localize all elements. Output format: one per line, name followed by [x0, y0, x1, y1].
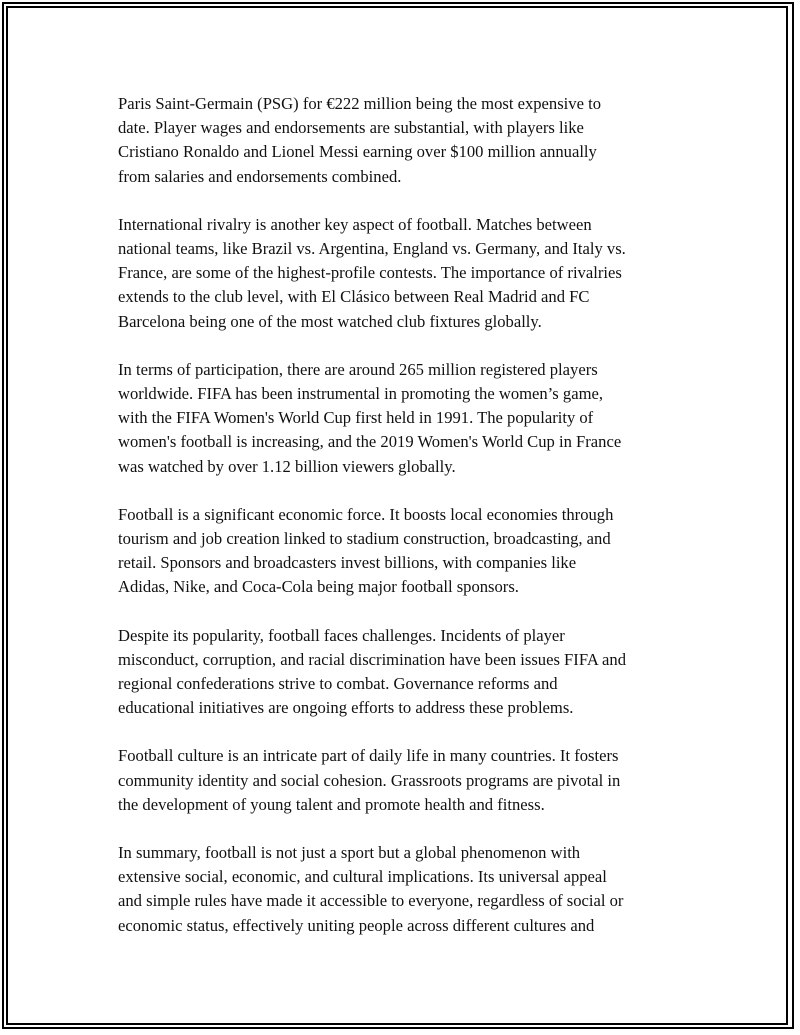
paragraph-football-culture: Football culture is an intricate part of daily life in many countries. It fosters community identity and social cohesion. Grassroots programs are pivotal in the development of young talent and promote health and fitness.	[118, 746, 621, 814]
paragraph-transfers-wages: Paris Saint-Germain (PSG) for €222 million being the most expensive to date. Player wages and endorsements are substantial, with players like Cristiano Ronaldo and Lionel Messi earning over $100 million annually from salaries and endorsements combined.	[118, 94, 602, 186]
paragraph-challenges: Despite its popularity, football faces challenges. Incidents of player misconduct, corruption, and racial discrimination have been issues FIFA and regional confederations strive to combat. Governance reforms and educational initiatives are ongoing efforts to address these problems.	[118, 625, 626, 718]
paragraph-participation: In terms of participation, there are around 265 million registered players worldwide. FIFA has been instrumental in promoting the women’s game, with the FIFA Women's World Cup first held in 1991. The popularity of women's football is increasing, and the 2019 Women's World Cup in France was watched by over 1.12 billion viewers globally.	[118, 359, 622, 476]
paragraph-economic-force: Football is a significant economic force. It boosts local economies through tourism and job creation linked to stadium construction, broadcasting, and retail. Sponsors and broadcasters invest billions, with companies like Adidas, Nike, and Coca-Cola being major football sponsors.	[118, 504, 614, 597]
paragraph-international-rivalry: International rivalry is another key aspect of football. Matches between national teams, like Brazil vs. Argentina, England vs. Germany, and Italy vs. France, are some of the highest-profile contests. The importance of rivalries extends to the club level, with El Clásico between Real Madrid and FC Barcelona being one of the most watched club fixtures globally.	[118, 214, 626, 331]
document-body	[118, 92, 698, 962]
paragraph-summary: In summary, football is not just a sport but a global phenomenon with extensive social, economic, and cultural implications. Its universal appeal and simple rules have made it accessible to everyone, regardless of social or economic status, effectively uniting people across different cultures and	[118, 843, 624, 935]
